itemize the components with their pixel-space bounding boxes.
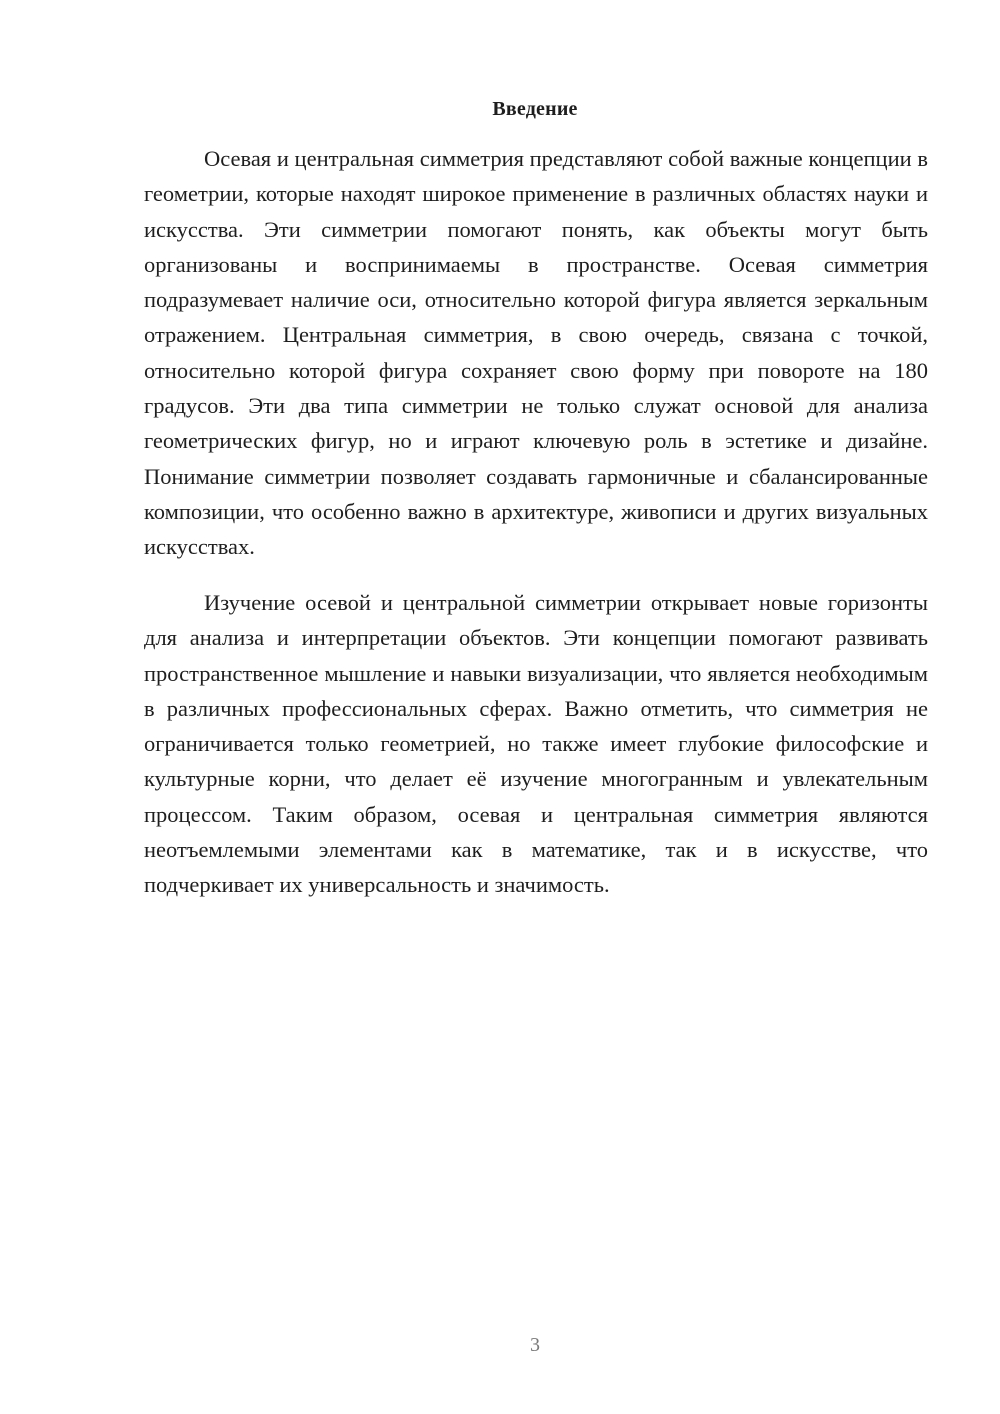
page-number: 3 [530,1334,540,1356]
paragraph-2: Изучение осевой и центральной симметрии открывает новые горизонты для анализа и интерпретации объектов. Эти концепции помогают развивать пространственное мышление и навыки визуализации, что является необходимым в различных профессиональных сферах. Важно отметить, что симметрия не ограничивается только геометрией, но также имеет глубокие философские и культурные корни, что делает её изучение многогранным и увлекательным процессом. Таким образом, осевая и центральная симметрия являются неотъемлемыми элементами как в математике, так и в искусстве, что подчеркивает их универсальность и значимость. [144,590,928,898]
section-heading: Введение [492,98,578,120]
paragraph-1: Осевая и центральная симметрия представляют собой важные концепции в геометрии, которые находят широкое применение в различных областях науки и искусства. Эти симметрии помогают понять, как объекты могут быть организованы и воспринимаемы в пространстве. Осевая симметрия подразумевает наличие оси, относительно которой фигура является зеркальным отражением. Центральная симметрия, в свою очередь, связана с точкой, относительно которой фигура сохраняет свою форму при повороте на 180 градусов. Эти два типа симметрии не только служат основой для анализа геометрических фигур, но и играют ключевую роль в эстетике и дизайне. Понимание симметрии позволяет создавать гармоничные и сбалансированные композиции, что особенно важно в архитектуре, живописи и других визуальных искусствах. [144,146,928,560]
